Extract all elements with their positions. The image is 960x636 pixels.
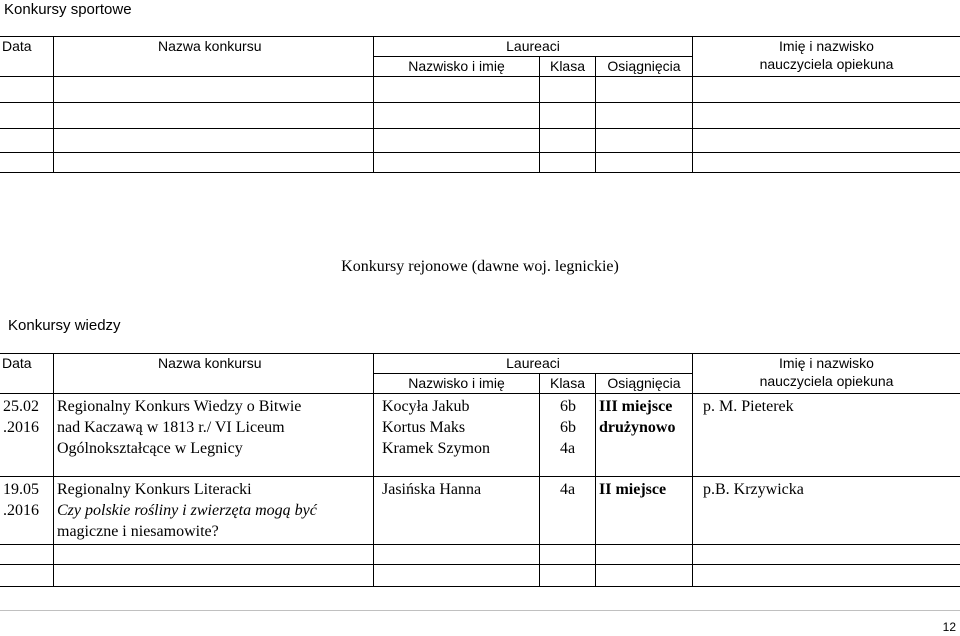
header-contest-name: Nazwa konkursu bbox=[54, 354, 374, 394]
header-achievement: Osiągnięcia bbox=[596, 57, 693, 77]
contest-name: Regionalny Konkurs Wiedzy o Bitwie nad Kaczawą w 1813 r./ VI Liceum Ogólnokształcące w Legnicy bbox=[54, 394, 374, 477]
contest-date: 19.05 .2016 bbox=[0, 477, 54, 545]
section-title-regional: Konkursy rejonowe (dawne woj. legnickie) bbox=[0, 258, 960, 276]
table-row bbox=[0, 477, 960, 545]
contest-date: 25.02 .2016 bbox=[0, 394, 54, 477]
knowledge-contests-table bbox=[0, 353, 960, 587]
header-date: Data bbox=[0, 37, 54, 77]
laureate-classes: 6b 6b 4a bbox=[540, 394, 596, 477]
table-row bbox=[0, 394, 960, 477]
teacher-name: p.B. Krzywicka bbox=[693, 477, 960, 545]
table-row bbox=[0, 77, 960, 103]
page-number: 12 bbox=[943, 620, 956, 634]
header-laureates: Laureaci bbox=[374, 354, 693, 374]
header-laureates: Laureaci bbox=[374, 37, 693, 57]
header-contest-name: Nazwa konkursu bbox=[54, 37, 374, 77]
laureate-names: Jasińska Hanna bbox=[374, 477, 540, 545]
laureate-classes: 4a bbox=[540, 477, 596, 545]
laureate-names: Kocyła Jakub Kortus Maks Kramek Szymon bbox=[374, 394, 540, 477]
page-separator bbox=[0, 610, 960, 636]
table-row bbox=[0, 153, 960, 173]
header-teacher: Imię i nazwisko nauczyciela opiekuna bbox=[693, 354, 960, 394]
teacher-name: p. M. Pieterek bbox=[693, 394, 960, 477]
header-class: Klasa bbox=[540, 57, 596, 77]
header-teacher: Imię i nazwisko nauczyciela opiekuna bbox=[693, 37, 960, 77]
header-student-name: Nazwisko i imię bbox=[374, 374, 540, 394]
table-row bbox=[0, 103, 960, 129]
header-student-name: Nazwisko i imię bbox=[374, 57, 540, 77]
achievement: III miejsce drużynowo bbox=[596, 394, 693, 477]
sport-contests-table bbox=[0, 36, 960, 173]
table-row bbox=[0, 545, 960, 565]
contest-name: Regionalny Konkurs Literacki Czy polskie rośliny i zwierzęta mogą być magiczne i niesamowite? bbox=[54, 477, 374, 545]
header-achievement: Osiągnięcia bbox=[596, 374, 693, 394]
header-class: Klasa bbox=[540, 374, 596, 394]
section-title-knowledge: Konkursy wiedzy bbox=[8, 317, 121, 334]
achievement: II miejsce bbox=[596, 477, 693, 545]
table-row bbox=[0, 565, 960, 587]
section-title-sport: Konkursy sportowe bbox=[4, 1, 132, 18]
header-date: Data bbox=[0, 354, 54, 394]
table-row bbox=[0, 129, 960, 153]
